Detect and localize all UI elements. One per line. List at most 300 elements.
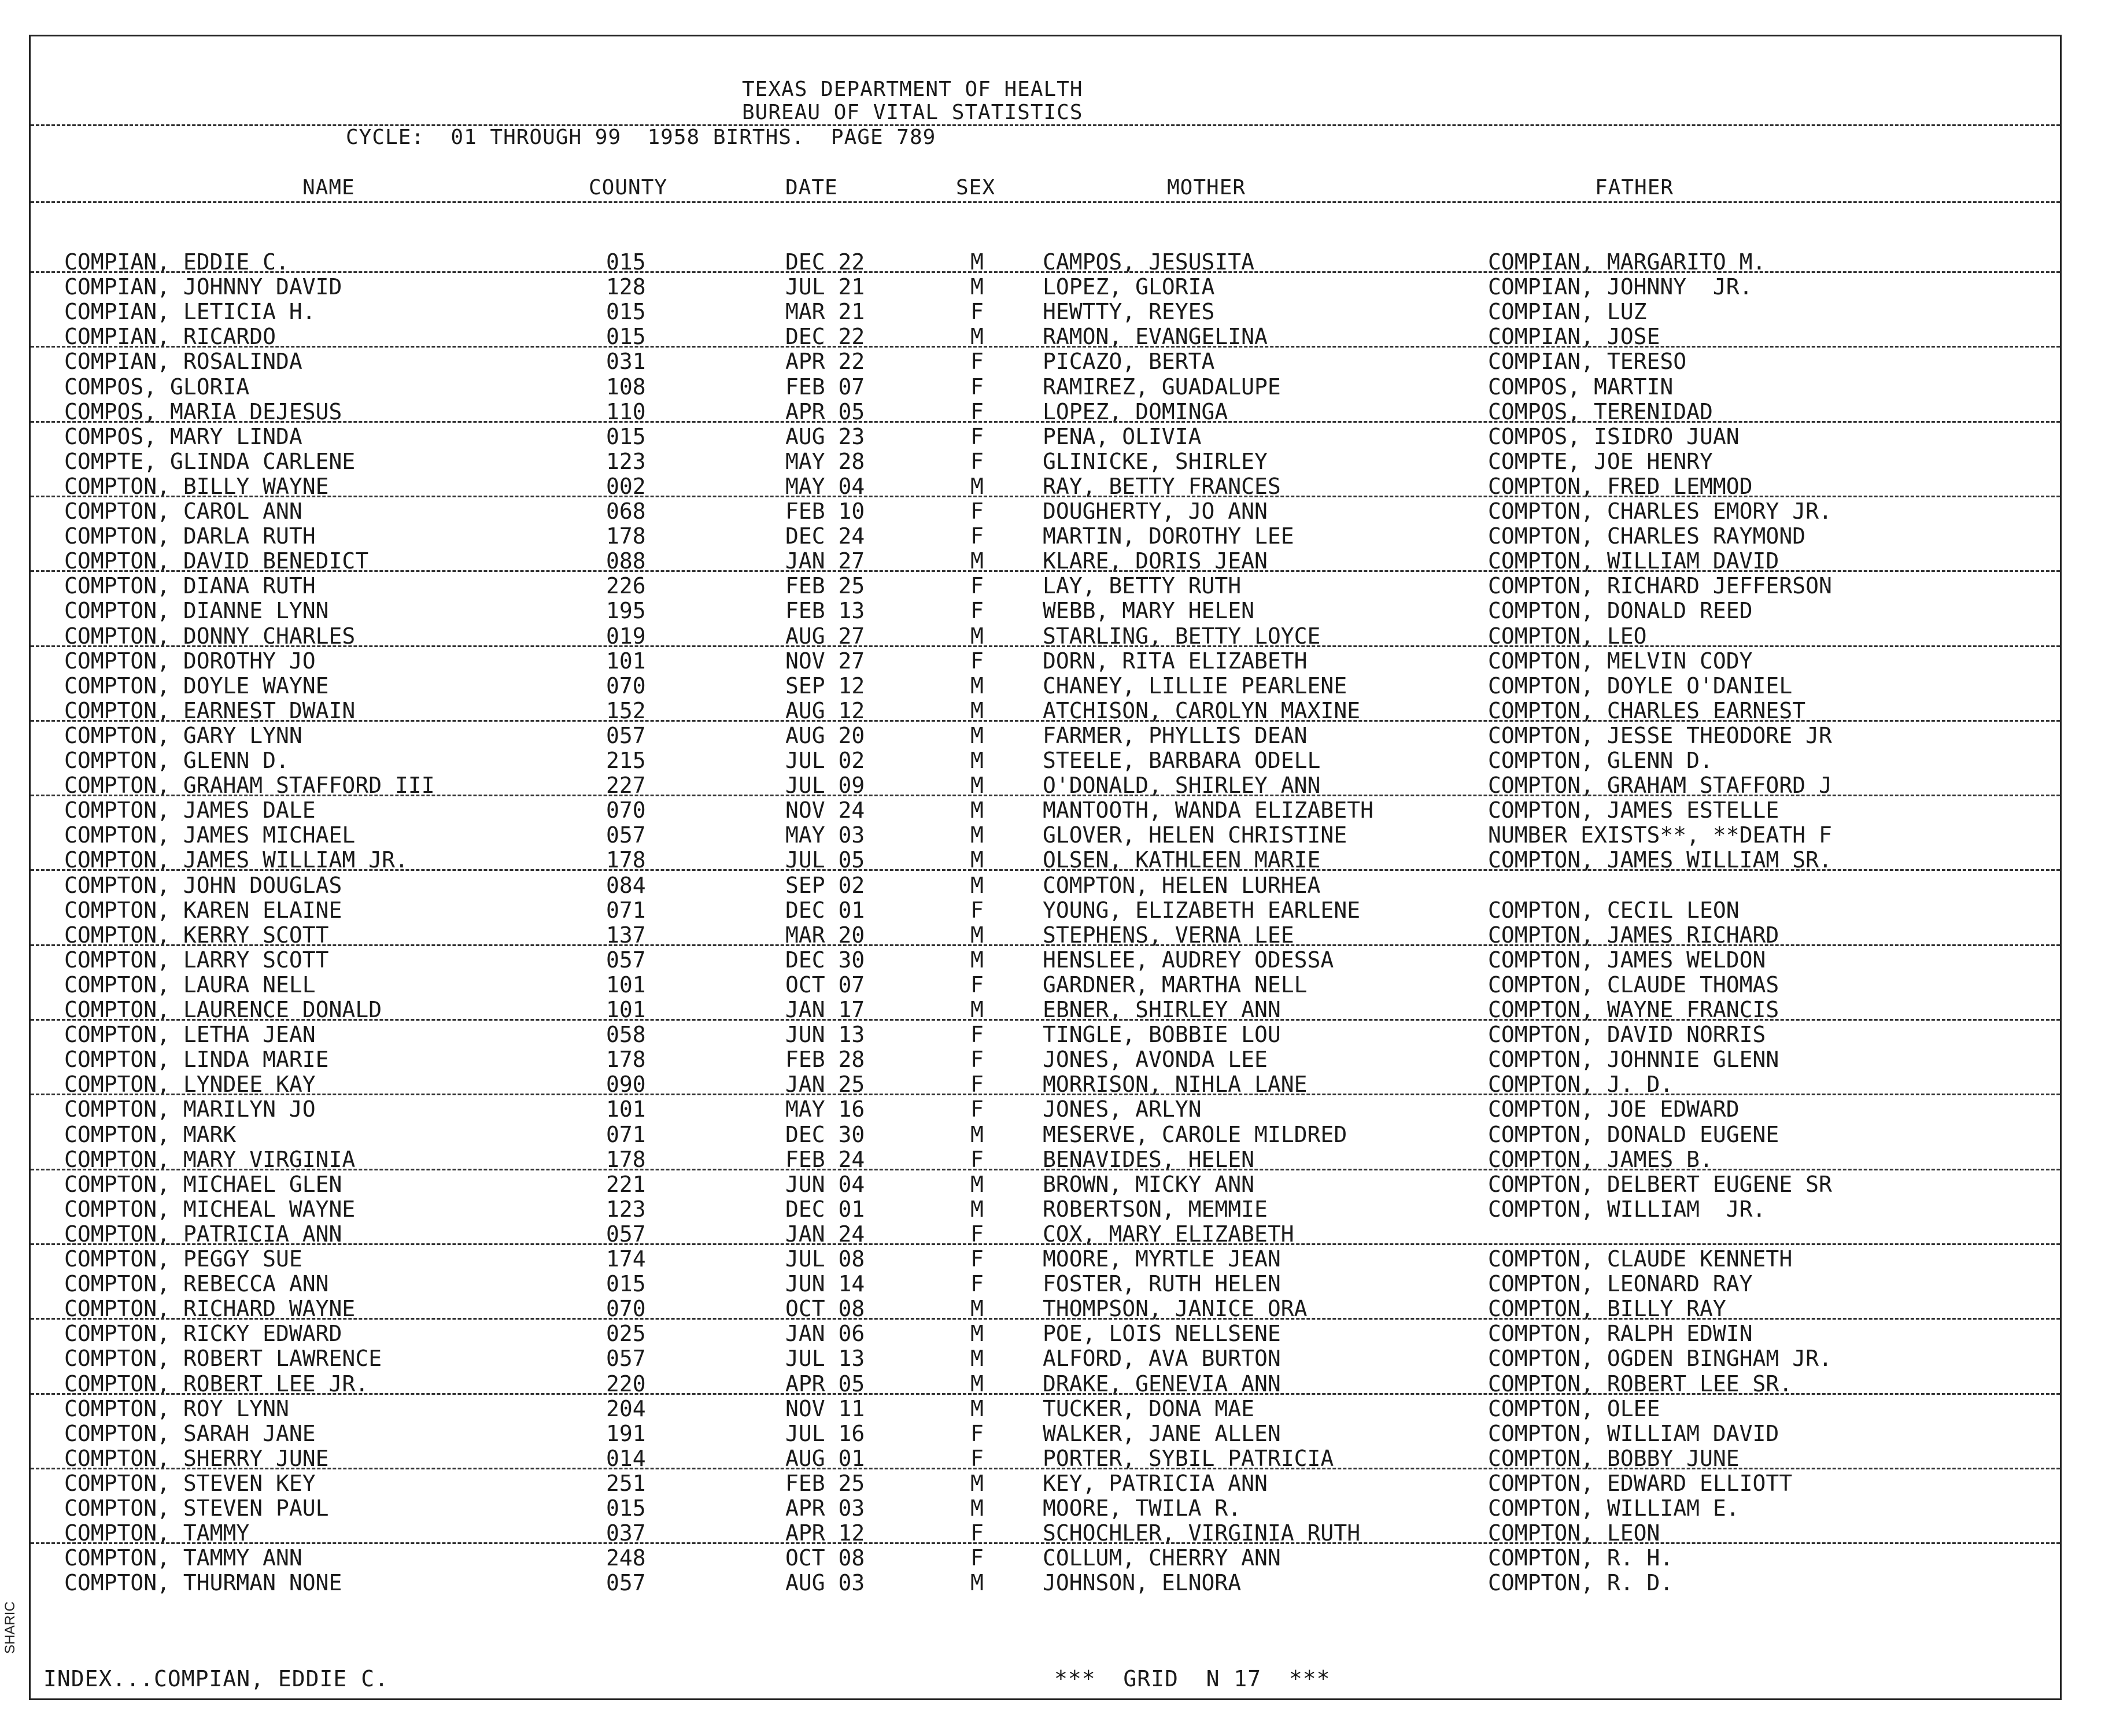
row-name: COMPTON, JOHN DOUGLAS xyxy=(64,873,342,898)
row-mother: COMPTON, HELEN LURHEA xyxy=(1043,873,1321,898)
row-county: 070 xyxy=(606,797,646,823)
row-name: COMPTON, GLENN D. xyxy=(64,748,289,773)
row-sex: F xyxy=(970,598,984,623)
row-father: COMPTON, WILLIAM JR. xyxy=(1488,1196,1766,1222)
row-sex: M xyxy=(970,1296,984,1321)
row-county: 071 xyxy=(606,1122,646,1147)
row-name: COMPTON, PATRICIA ANN xyxy=(64,1221,342,1247)
row-county: 137 xyxy=(606,922,646,948)
row-sex: F xyxy=(970,1221,984,1247)
row-mother: MORRISON, NIHLA LANE xyxy=(1043,1072,1308,1097)
row-name: COMPTON, MARK xyxy=(64,1122,237,1147)
row-name: COMPTON, TAMMY xyxy=(64,1520,250,1546)
row-mother: TUCKER, DONA MAE xyxy=(1043,1396,1255,1421)
row-mother: MOORE, TWILA R. xyxy=(1043,1495,1242,1521)
row-sex: M xyxy=(970,997,984,1022)
row-county: 057 xyxy=(606,1570,646,1595)
row-name: COMPTON, JAMES WILLIAM JR. xyxy=(64,847,408,873)
row-county: 037 xyxy=(606,1520,646,1546)
row-date: NOV 11 xyxy=(785,1396,865,1421)
row-father: COMPTON, WILLIAM DAVID xyxy=(1488,1421,1779,1446)
row-sex: M xyxy=(970,673,984,699)
row-name: COMPTON, SHERRY JUNE xyxy=(64,1446,329,1471)
row-father: COMPTON, DONALD EUGENE xyxy=(1488,1122,1779,1147)
row-mother: MARTIN, DOROTHY LEE xyxy=(1043,523,1294,549)
row-father: COMPTON, CHARLES EMORY JR. xyxy=(1488,498,1832,524)
row-mother: KEY, PATRICIA ANN xyxy=(1043,1471,1268,1496)
row-divider xyxy=(31,346,2060,348)
row-divider xyxy=(31,421,2060,423)
row-name: COMPTON, BILLY WAYNE xyxy=(64,474,329,499)
row-name: COMPTON, KERRY SCOTT xyxy=(64,922,329,948)
row-father: COMPOS, MARTIN xyxy=(1488,374,1674,400)
row-father: COMPTON, JAMES ESTELLE xyxy=(1488,797,1779,823)
row-father: COMPIAN, MARGARITO M. xyxy=(1488,249,1766,275)
row-county: 152 xyxy=(606,698,646,723)
row-date: JUL 21 xyxy=(785,274,865,300)
row-county: 070 xyxy=(606,673,646,699)
row-date: SEP 02 xyxy=(785,873,865,898)
row-county: 101 xyxy=(606,648,646,674)
row-father: COMPIAN, TERESO xyxy=(1488,349,1687,374)
row-father: COMPTON, ROBERT LEE SR. xyxy=(1488,1371,1793,1397)
row-county: 031 xyxy=(606,349,646,374)
row-county: 090 xyxy=(606,1072,646,1097)
row-father: COMPIAN, JOHNNY JR. xyxy=(1488,274,1753,300)
row-date: DEC 01 xyxy=(785,897,865,923)
row-county: 123 xyxy=(606,1196,646,1222)
row-divider xyxy=(31,570,2060,572)
row-father: COMPTE, JOE HENRY xyxy=(1488,449,1713,474)
row-mother: BENAVIDES, HELEN xyxy=(1043,1147,1255,1172)
row-father: COMPOS, ISIDRO JUAN xyxy=(1488,424,1740,449)
row-name: COMPTON, TAMMY ANN xyxy=(64,1545,302,1571)
row-mother: GLINICKE, SHIRLEY xyxy=(1043,449,1268,474)
row-name: COMPTON, RICHARD WAYNE xyxy=(64,1296,356,1321)
column-header-mother: MOTHER xyxy=(1167,176,1246,200)
row-father: COMPTON, MELVIN CODY xyxy=(1488,648,1753,674)
cycle-line: CYCLE: 01 THROUGH 99 1958 BIRTHS. PAGE 789 xyxy=(346,125,936,149)
row-name: COMPTON, LARRY SCOTT xyxy=(64,947,329,973)
row-sex: F xyxy=(970,374,984,400)
row-mother: JONES, AVONDA LEE xyxy=(1043,1047,1268,1072)
row-name: COMPTON, KAREN ELAINE xyxy=(64,897,342,923)
row-name: COMPOS, MARY LINDA xyxy=(64,424,302,449)
row-father: COMPTON, J. D. xyxy=(1488,1072,1674,1097)
row-mother: TINGLE, BOBBIE LOU xyxy=(1043,1022,1281,1047)
row-county: 068 xyxy=(606,498,646,524)
row-date: AUG 03 xyxy=(785,1570,865,1595)
row-county: 057 xyxy=(606,1221,646,1247)
row-father: NUMBER EXISTS**, **DEATH F xyxy=(1488,822,1832,848)
row-father: COMPTON, WILLIAM DAVID xyxy=(1488,548,1779,574)
row-sex: F xyxy=(970,399,984,424)
row-county: 101 xyxy=(606,997,646,1022)
row-sex: F xyxy=(970,648,984,674)
divider xyxy=(31,201,2060,203)
row-county: 178 xyxy=(606,1147,646,1172)
row-name: COMPIAN, EDDIE C. xyxy=(64,249,289,275)
row-mother: PENA, OLIVIA xyxy=(1043,424,1202,449)
row-sex: F xyxy=(970,1047,984,1072)
row-county: 002 xyxy=(606,474,646,499)
row-mother: ATCHISON, CAROLYN MAXINE xyxy=(1043,698,1361,723)
row-father: COMPIAN, LUZ xyxy=(1488,299,1647,324)
row-sex: M xyxy=(970,822,984,848)
row-mother: COLLUM, CHERRY ANN xyxy=(1043,1545,1281,1571)
row-name: COMPTON, JAMES DALE xyxy=(64,797,316,823)
row-father: COMPTON, GLENN D. xyxy=(1488,748,1713,773)
row-date: JAN 25 xyxy=(785,1072,865,1097)
row-father: COMPTON, LEON xyxy=(1488,1520,1660,1546)
row-date: JUL 16 xyxy=(785,1421,865,1446)
row-date: DEC 30 xyxy=(785,1122,865,1147)
row-county: 057 xyxy=(606,1346,646,1371)
row-mother: DORN, RITA ELIZABETH xyxy=(1043,648,1308,674)
row-county: 015 xyxy=(606,324,646,349)
row-county: 204 xyxy=(606,1396,646,1421)
row-divider xyxy=(31,1468,2060,1469)
row-name: COMPTON, MICHEAL WAYNE xyxy=(64,1196,356,1222)
row-sex: M xyxy=(970,1321,984,1346)
row-father: COMPTON, DONALD REED xyxy=(1488,598,1753,623)
row-mother: RAMIREZ, GUADALUPE xyxy=(1043,374,1281,400)
row-father: COMPTON, OGDEN BINGHAM JR. xyxy=(1488,1346,1832,1371)
row-date: MAY 04 xyxy=(785,474,865,499)
row-county: 015 xyxy=(606,299,646,324)
row-name: COMPTON, LETHA JEAN xyxy=(64,1022,316,1047)
row-sex: M xyxy=(970,1570,984,1595)
row-mother: HEWTTY, REYES xyxy=(1043,299,1215,324)
row-county: 025 xyxy=(606,1321,646,1346)
row-county: 128 xyxy=(606,274,646,300)
row-name: COMPIAN, RICARDO xyxy=(64,324,276,349)
row-mother: HENSLEE, AUDREY ODESSA xyxy=(1043,947,1334,973)
row-sex: F xyxy=(970,1545,984,1571)
row-name: COMPTON, DIANNE LYNN xyxy=(64,598,329,623)
row-father: COMPTON, CLAUDE THOMAS xyxy=(1488,972,1779,998)
row-divider xyxy=(31,720,2060,722)
row-sex: F xyxy=(970,573,984,599)
column-header-county: COUNTY xyxy=(589,176,668,200)
row-county: 014 xyxy=(606,1446,646,1471)
row-sex: F xyxy=(970,1022,984,1047)
row-sex: F xyxy=(970,424,984,449)
row-county: 015 xyxy=(606,1271,646,1297)
row-date: APR 05 xyxy=(785,1371,865,1397)
row-mother: RAY, BETTY FRANCES xyxy=(1043,474,1281,499)
row-date: FEB 28 xyxy=(785,1047,865,1072)
row-sex: F xyxy=(970,1421,984,1446)
row-name: COMPTON, REBECCA ANN xyxy=(64,1271,329,1297)
row-mother: O'DONALD, SHIRLEY ANN xyxy=(1043,773,1321,798)
row-name: COMPTON, DIANA RUTH xyxy=(64,573,316,599)
row-date: JUN 04 xyxy=(785,1172,865,1197)
row-name: COMPTON, LAURA NELL xyxy=(64,972,316,998)
row-sex: M xyxy=(970,873,984,898)
row-mother: JONES, ARLYN xyxy=(1043,1096,1202,1122)
row-sex: F xyxy=(970,1520,984,1546)
row-divider xyxy=(31,795,2060,796)
row-date: NOV 24 xyxy=(785,797,865,823)
row-mother: STEELE, BARBARA ODELL xyxy=(1043,748,1321,773)
row-sex: M xyxy=(970,474,984,499)
row-name: COMPTON, ROBERT LEE JR. xyxy=(64,1371,369,1397)
row-date: JAN 17 xyxy=(785,997,865,1022)
row-date: OCT 07 xyxy=(785,972,865,998)
row-county: 178 xyxy=(606,523,646,549)
column-header-father: FATHER xyxy=(1595,176,1674,200)
row-name: COMPTON, CAROL ANN xyxy=(64,498,302,524)
row-mother: COX, MARY ELIZABETH xyxy=(1043,1221,1294,1247)
row-county: 057 xyxy=(606,822,646,848)
row-sex: F xyxy=(970,498,984,524)
row-father: COMPTON, DELBERT EUGENE SR xyxy=(1488,1172,1832,1197)
row-sex: F xyxy=(970,523,984,549)
row-date: FEB 10 xyxy=(785,498,865,524)
row-sex: F xyxy=(970,349,984,374)
row-father: COMPTON, CLAUDE KENNETH xyxy=(1488,1246,1793,1272)
row-date: DEC 30 xyxy=(785,947,865,973)
row-father: COMPTON, R. D. xyxy=(1488,1570,1674,1595)
row-mother: LOPEZ, GLORIA xyxy=(1043,274,1215,300)
row-date: DEC 01 xyxy=(785,1196,865,1222)
row-name: COMPTE, GLINDA CARLENE xyxy=(64,449,356,474)
row-sex: M xyxy=(970,1122,984,1147)
row-name: COMPOS, GLORIA xyxy=(64,374,250,400)
row-father: COMPTON, FRED LEMMOD xyxy=(1488,474,1753,499)
row-name: COMPTON, RICKY EDWARD xyxy=(64,1321,342,1346)
row-father: COMPTON, RALPH EDWIN xyxy=(1488,1321,1753,1346)
row-county: 084 xyxy=(606,873,646,898)
row-date: JUL 05 xyxy=(785,847,865,873)
row-divider xyxy=(31,271,2060,273)
row-name: COMPTON, DAVID BENEDICT xyxy=(64,548,369,574)
row-sex: M xyxy=(970,723,984,748)
row-sex: M xyxy=(970,1346,984,1371)
row-sex: F xyxy=(970,1271,984,1297)
row-sex: F xyxy=(970,449,984,474)
row-county: 108 xyxy=(606,374,646,400)
row-mother: GLOVER, HELEN CHRISTINE xyxy=(1043,822,1347,848)
header-title: TEXAS DEPARTMENT OF HEALTH xyxy=(742,77,1083,101)
row-name: COMPOS, MARIA DEJESUS xyxy=(64,399,342,424)
row-sex: F xyxy=(970,1072,984,1097)
row-mother: CHANEY, LILLIE PEARLENE xyxy=(1043,673,1347,699)
row-county: 071 xyxy=(606,897,646,923)
row-date: AUG 23 xyxy=(785,424,865,449)
row-father: COMPTON, JAMES WILLIAM SR. xyxy=(1488,847,1832,873)
row-sex: F xyxy=(970,299,984,324)
row-date: AUG 27 xyxy=(785,623,865,649)
row-name: COMPTON, ROBERT LAWRENCE xyxy=(64,1346,382,1371)
row-date: MAR 20 xyxy=(785,922,865,948)
row-father: COMPTON, BILLY RAY xyxy=(1488,1296,1726,1321)
row-date: JUN 14 xyxy=(785,1271,865,1297)
row-sex: F xyxy=(970,1246,984,1272)
row-date: NOV 27 xyxy=(785,648,865,674)
row-date: JAN 06 xyxy=(785,1321,865,1346)
row-sex: F xyxy=(970,972,984,998)
row-sex: F xyxy=(970,1096,984,1122)
row-name: COMPTON, DONNY CHARLES xyxy=(64,623,356,649)
row-mother: JOHNSON, ELNORA xyxy=(1043,1570,1242,1595)
row-mother: WALKER, JANE ALLEN xyxy=(1043,1421,1281,1446)
row-date: AUG 12 xyxy=(785,698,865,723)
row-mother: MESERVE, CAROLE MILDRED xyxy=(1043,1122,1347,1147)
row-date: JAN 24 xyxy=(785,1221,865,1247)
row-mother: FARMER, PHYLLIS DEAN xyxy=(1043,723,1308,748)
row-date: APR 12 xyxy=(785,1520,865,1546)
row-father: COMPTON, OLEE xyxy=(1488,1396,1660,1421)
row-father: COMPTON, LEO xyxy=(1488,623,1647,649)
row-divider xyxy=(31,944,2060,946)
row-date: AUG 20 xyxy=(785,723,865,748)
row-sex: M xyxy=(970,1371,984,1397)
row-county: 220 xyxy=(606,1371,646,1397)
row-name: COMPIAN, ROSALINDA xyxy=(64,349,302,374)
row-mother: BROWN, MICKY ANN xyxy=(1043,1172,1255,1197)
row-father: COMPTON, LEONARD RAY xyxy=(1488,1271,1753,1297)
row-county: 015 xyxy=(606,1495,646,1521)
row-date: DEC 22 xyxy=(785,249,865,275)
row-mother: RAMON, EVANGELINA xyxy=(1043,324,1268,349)
row-mother: FOSTER, RUTH HELEN xyxy=(1043,1271,1281,1297)
row-name: COMPTON, SARAH JANE xyxy=(64,1421,316,1446)
row-sex: M xyxy=(970,1172,984,1197)
row-name: COMPTON, MARY VIRGINIA xyxy=(64,1147,356,1172)
row-date: JUL 13 xyxy=(785,1346,865,1371)
row-mother: THOMPSON, JANICE ORA xyxy=(1043,1296,1308,1321)
row-county: 101 xyxy=(606,972,646,998)
row-divider xyxy=(31,1393,2060,1395)
row-divider xyxy=(31,1169,2060,1170)
row-date: JUN 13 xyxy=(785,1022,865,1047)
row-mother: ROBERTSON, MEMMIE xyxy=(1043,1196,1268,1222)
row-father: COMPTON, JAMES RICHARD xyxy=(1488,922,1779,948)
row-sex: M xyxy=(970,249,984,275)
row-name: COMPTON, JAMES MICHAEL xyxy=(64,822,356,848)
row-name: COMPTON, DOROTHY JO xyxy=(64,648,316,674)
row-father: COMPTON, DAVID NORRIS xyxy=(1488,1022,1766,1047)
row-date: FEB 25 xyxy=(785,1471,865,1496)
row-date: OCT 08 xyxy=(785,1545,865,1571)
row-county: 057 xyxy=(606,723,646,748)
row-name: COMPTON, STEVEN KEY xyxy=(64,1471,316,1496)
row-father: COMPTON, JESSE THEODORE JR xyxy=(1488,723,1832,748)
grid-label: *** GRID N 17 *** xyxy=(1054,1666,1331,1691)
row-name: COMPTON, PEGGY SUE xyxy=(64,1246,302,1272)
row-county: 088 xyxy=(606,548,646,574)
row-sex: F xyxy=(970,1446,984,1471)
row-sex: M xyxy=(970,698,984,723)
row-name: COMPTON, MARILYN JO xyxy=(64,1096,316,1122)
row-mother: STARLING, BETTY LOYCE xyxy=(1043,623,1321,649)
row-mother: LAY, BETTY RUTH xyxy=(1043,573,1242,599)
row-name: COMPTON, MICHAEL GLEN xyxy=(64,1172,342,1197)
row-mother: POE, LOIS NELLSENE xyxy=(1043,1321,1281,1346)
row-sex: M xyxy=(970,1495,984,1521)
row-name: COMPTON, DOYLE WAYNE xyxy=(64,673,329,699)
row-name: COMPTON, ROY LYNN xyxy=(64,1396,289,1421)
row-county: 058 xyxy=(606,1022,646,1047)
row-father: COMPTON, JOE EDWARD xyxy=(1488,1096,1740,1122)
row-father: COMPTON, CHARLES EARNEST xyxy=(1488,698,1806,723)
row-sex: M xyxy=(970,947,984,973)
row-father: COMPTON, GRAHAM STAFFORD J xyxy=(1488,773,1832,798)
row-date: JUL 02 xyxy=(785,748,865,773)
row-sex: M xyxy=(970,1196,984,1222)
row-divider xyxy=(31,869,2060,871)
divider xyxy=(31,124,2060,126)
row-name: COMPTON, LAURENCE DONALD xyxy=(64,997,382,1022)
row-county: 110 xyxy=(606,399,646,424)
row-county: 178 xyxy=(606,1047,646,1072)
row-father: COMPTON, JAMES WELDON xyxy=(1488,947,1766,973)
row-county: 251 xyxy=(606,1471,646,1496)
row-county: 123 xyxy=(606,449,646,474)
row-mother: DRAKE, GENEVIA ANN xyxy=(1043,1371,1281,1397)
row-name: COMPTON, DARLA RUTH xyxy=(64,523,316,549)
row-divider xyxy=(31,1243,2060,1245)
row-date: JUL 08 xyxy=(785,1246,865,1272)
row-date: DEC 24 xyxy=(785,523,865,549)
header-subtitle: BUREAU OF VITAL STATISTICS xyxy=(742,101,1083,124)
column-header-sex: SEX xyxy=(956,176,996,200)
row-divider xyxy=(31,645,2060,647)
row-county: 195 xyxy=(606,598,646,623)
row-date: JAN 27 xyxy=(785,548,865,574)
row-county: 227 xyxy=(606,773,646,798)
row-mother: MANTOOTH, WANDA ELIZABETH xyxy=(1043,797,1373,823)
row-county: 101 xyxy=(606,1096,646,1122)
row-divider xyxy=(31,1019,2060,1021)
row-divider xyxy=(31,496,2060,497)
row-mother: STEPHENS, VERNA LEE xyxy=(1043,922,1294,948)
row-date: FEB 13 xyxy=(785,598,865,623)
ledger-page xyxy=(29,35,2062,1700)
row-mother: PICAZO, BERTA xyxy=(1043,349,1215,374)
side-label: SHARIC xyxy=(2,1601,18,1654)
row-date: MAY 16 xyxy=(785,1096,865,1122)
row-mother: YOUNG, ELIZABETH EARLENE xyxy=(1043,897,1361,923)
column-header-date: DATE xyxy=(785,176,838,200)
row-father: COMPOS, TERENIDAD xyxy=(1488,399,1713,424)
row-sex: M xyxy=(970,847,984,873)
row-name: COMPTON, LINDA MARIE xyxy=(64,1047,329,1072)
row-name: COMPIAN, JOHNNY DAVID xyxy=(64,274,342,300)
row-county: 174 xyxy=(606,1246,646,1272)
row-divider xyxy=(31,1094,2060,1095)
row-date: SEP 12 xyxy=(785,673,865,699)
index-label: INDEX...COMPIAN, EDDIE C. xyxy=(43,1666,389,1691)
row-father: COMPTON, BOBBY JUNE xyxy=(1488,1446,1740,1471)
row-sex: M xyxy=(970,623,984,649)
row-date: MAY 03 xyxy=(785,822,865,848)
row-county: 226 xyxy=(606,573,646,599)
row-father: COMPTON, WILLIAM E. xyxy=(1488,1495,1740,1521)
row-name: COMPTON, GRAHAM STAFFORD III xyxy=(64,773,435,798)
row-date: APR 22 xyxy=(785,349,865,374)
row-mother: WEBB, MARY HELEN xyxy=(1043,598,1255,623)
row-sex: M xyxy=(970,773,984,798)
row-sex: M xyxy=(970,324,984,349)
row-date: FEB 24 xyxy=(785,1147,865,1172)
row-name: COMPTON, GARY LYNN xyxy=(64,723,302,748)
row-date: MAY 28 xyxy=(785,449,865,474)
row-sex: F xyxy=(970,897,984,923)
row-mother: PORTER, SYBIL PATRICIA xyxy=(1043,1446,1334,1471)
